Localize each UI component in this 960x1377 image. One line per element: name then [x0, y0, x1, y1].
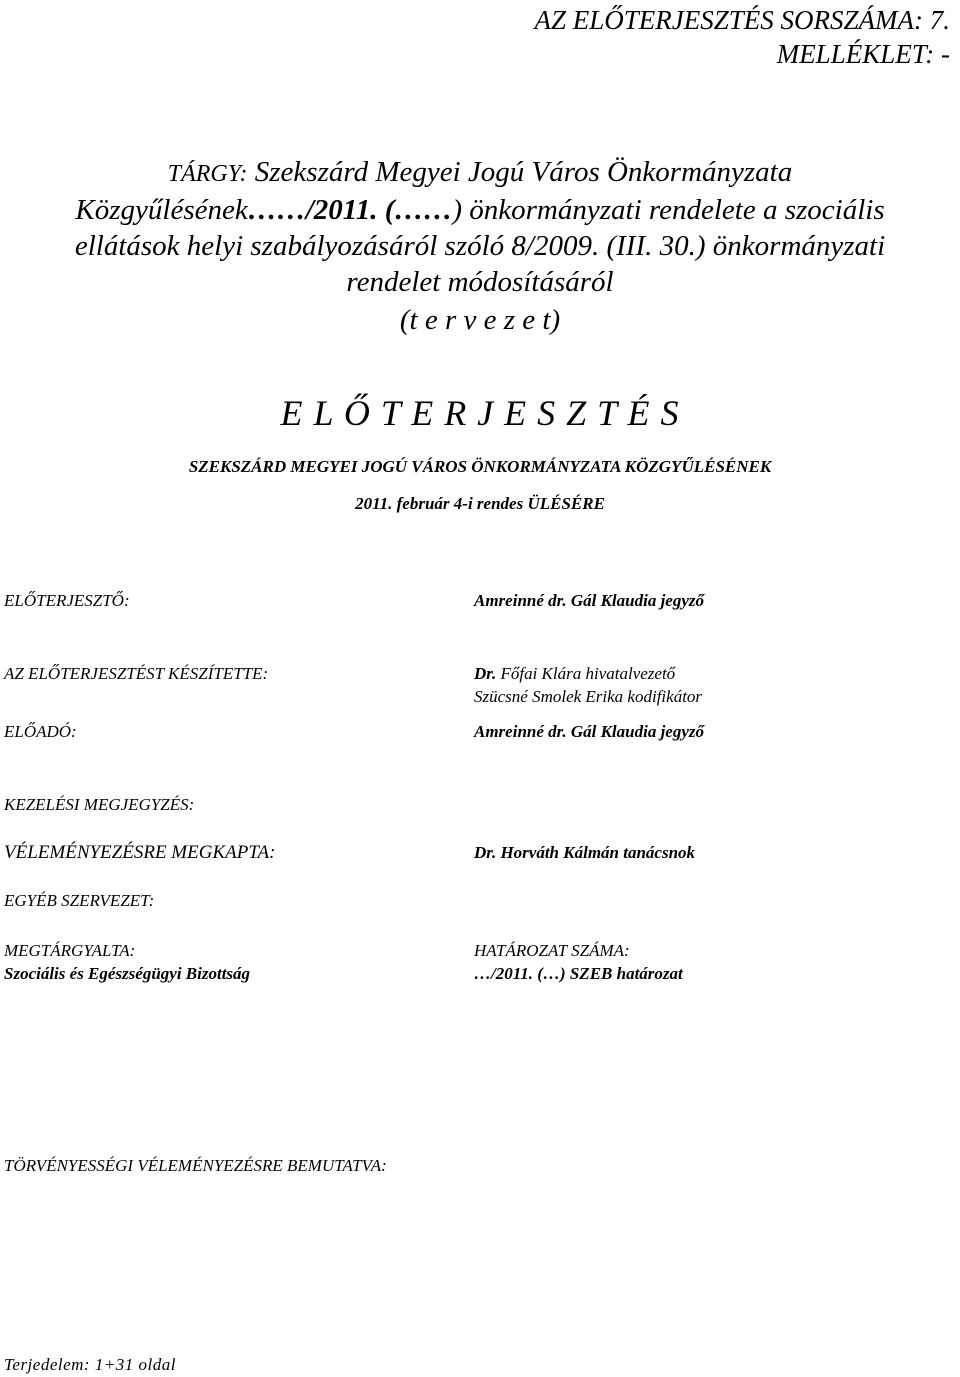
- attachment-line: [777, 36, 950, 72]
- subject-line-3: [0, 228, 960, 264]
- subject-line-3-a: ellátások helyi szabályozásáról szóló 8/2009. (III. 30.: [74, 230, 696, 262]
- prepared-value-1-prefix: Dr.: [474, 664, 497, 683]
- subject-line-2-d: ) önkormányzati rendelete a szociális: [452, 194, 885, 226]
- subject-line-2: [0, 192, 960, 228]
- prepared-label: AZ ELŐTERJESZTÉST KÉSZÍTETTE:: [4, 664, 269, 683]
- discussed-label: MEGTÁRGYALTA:: [4, 941, 136, 960]
- submission-number-text: AZ ELŐTERJESZTÉS SORSZÁMA: 7.: [534, 5, 950, 35]
- submitter-value: Amreinné dr. Gál Klaudia jegyző: [474, 591, 704, 610]
- subject-line-4-text: rendelet módosításáról: [346, 266, 614, 298]
- prepared-value-1-rest: Főfai Klára hivatalvezető: [500, 664, 676, 683]
- discussed-value: Szociális és Egészségügyi Bizottság: [4, 964, 251, 983]
- submission-number: [535, 2, 951, 38]
- subject-line-5: [0, 302, 960, 338]
- prepared-value-2: Szücsné Smolek Erika kodifikátor: [474, 687, 703, 706]
- handling-label: KEZELÉSI MEGJEGYZÉS:: [4, 795, 195, 814]
- resolution-label: HATÁROZAT SZÁMA:: [474, 941, 630, 960]
- legality-label: TÖRVÉNYESSÉGI VÉLEMÉNYEZÉSRE BEMUTATVA:: [4, 1156, 387, 1175]
- presenter-value: Amreinné dr. Gál Klaudia jegyző: [474, 722, 704, 741]
- meeting-date: [0, 494, 960, 514]
- presenter-label: ELŐADÓ:: [4, 722, 77, 741]
- meeting-rest: február 4-i rendes ÜLÉSÉRE: [396, 494, 605, 513]
- subject-line-1-text: Szekszárd Megyei Jogú Város Önkormányzata: [254, 156, 793, 188]
- subject-line-3-b: ) önkormányzati: [695, 230, 886, 262]
- resolution-value: …/2011. (…) SZEB határozat: [474, 964, 683, 983]
- subject-line-2-b: ……/2011. (: [247, 194, 395, 226]
- subject-block: [0, 154, 960, 338]
- meeting-year: 2011.: [355, 494, 393, 513]
- prepared-value-1: [474, 664, 675, 684]
- subject-line-2-c: ……: [394, 194, 453, 226]
- subject-line-2-a: Közgyűlésének: [75, 194, 248, 226]
- document-title: [0, 392, 960, 434]
- opinion-label: VÉLEMÉNYEZÉSRE MEGKAPTA:: [4, 842, 276, 863]
- addressee-text: SZEKSZÁRD MEGYEI JOGÚ VÁROS ÖNKORMÁNYZATA KÖZGYŰLÉSÉNEK: [188, 457, 772, 476]
- length-value: 1+31 oldal: [94, 1355, 176, 1374]
- subject-line-4: [0, 264, 960, 300]
- other-org-label: EGYÉB SZERVEZET:: [4, 891, 155, 910]
- opinion-value: Dr. Horváth Kálmán tanácsnok: [474, 843, 696, 862]
- length-label: Terjedelem:: [4, 1355, 91, 1374]
- attachment-text: MELLÉKLET: -: [776, 39, 950, 69]
- addressee: [0, 457, 960, 477]
- length-line: [4, 1355, 176, 1375]
- subject-line-1: [0, 154, 960, 192]
- submitter-label: ELŐTERJESZTŐ:: [4, 591, 130, 610]
- subject-label: TÁRGY:: [167, 161, 248, 187]
- document-title-text: E L Ő T E R J E S Z T É S: [280, 393, 680, 433]
- subject-draft-marker: (t e r v e z e t): [399, 304, 561, 336]
